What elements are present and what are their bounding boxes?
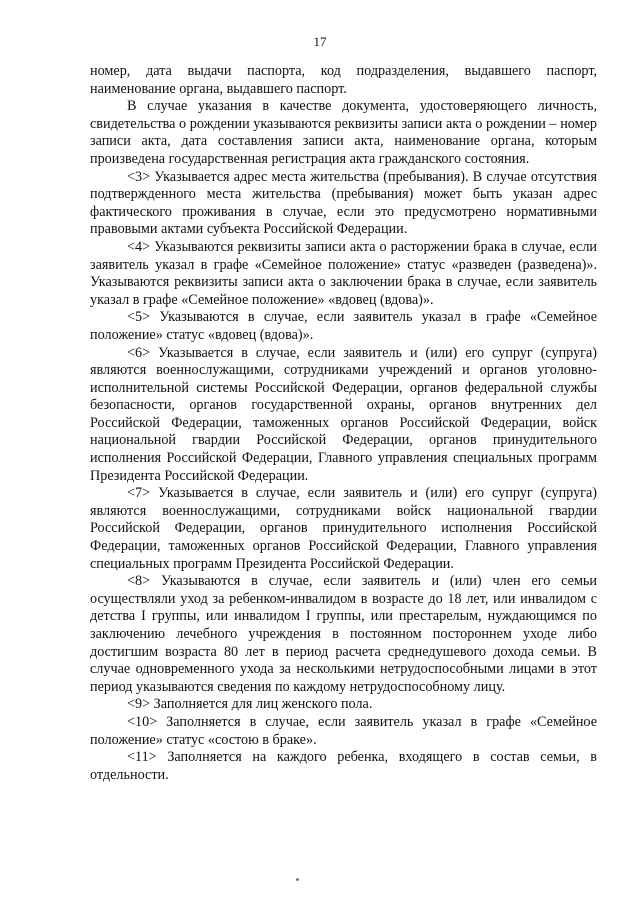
footnote-10: <10> Заполняется в случае, если заявитель указал в графе «Семейное положение» статус «состою в браке».	[90, 713, 597, 748]
footnote-6: <6> Указывается в случае, если заявитель и (или) его супруг (супруга) являются военнослужащими, сотрудниками учреждений и органов уголовно-исполнительной системы Российской Федерации, органов федеральной службы безопасности, органов государственной охраны, органов внутренних дел Российской Федерации, таможенных органов Российской Федерации, войск национальной гвардии Российской Федерации, органов принудительного исполнения Российской Федерации, Главного управления специальных программ Президента Российской Федерации.	[90, 344, 597, 484]
footnote-7: <7> Указывается в случае, если заявитель и (или) его супруг (супруга) являются военнослужащими, сотрудниками войск национальной гвардии Российской Федерации, органов принудительного исполнения Российской Федерации, таможенных органов Российской Федерации, Главного управления специальных программ Президента Российской Федерации.	[90, 485, 597, 572]
scan-speck	[296, 878, 299, 881]
footnote-9: <9> Заполняется для лиц женского пола.	[127, 696, 373, 713]
page-number: 17	[313, 34, 327, 49]
footnote-4: <4> Указываются реквизиты записи акта о расторжении брака в случае, если заявитель указал в графе «Семейное положение» статус «разведен (разведена)». Указываются реквизиты записи акта о заключении брака в случае, если заявитель указал в графе «Семейное положение» «вдовец (вдова)».	[90, 238, 597, 308]
footnote-5: <5> Указываются в случае, если заявитель указал в графе «Семейное положение» статус «вдовец (вдова)».	[90, 309, 597, 343]
footnote-11: <11> Заполняется на каждого ребенка, входящего в состав семьи, в отдельности.	[90, 749, 597, 783]
paragraph-birth-certificate: В случае указания в качестве документа, удостоверяющего личность, свидетельства о рождении указываются реквизиты записи акта о рождении – номер записи акта, дата составления записи акта, наименование органа, которым произведена государственная регистрация акта гражданского состояния.	[90, 98, 597, 167]
paragraph-passport-continuation: номер, дата выдачи паспорта, код подразделения, выдавшего паспорт, наименование органа, выдавшего паспорт.	[90, 63, 597, 97]
footnote-8: <8> Указываются в случае, если заявитель и (или) член его семьи осуществляли уход за ребенком-инвалидом в возрасте до 18 лет, или инвалидом с детства I группы, или инвалидом I группы, или престарелым, нуждающимся по заключению лечебного учреждения в постоянном постороннем уходе либо достигшим возраста 80 лет в период расчета среднедушевого дохода семьи. В случае одновременного ухода за несколькими нетрудоспособными лицами в этот период указываются сведения по каждому нетрудоспособному лицу.	[90, 573, 597, 695]
page-body	[90, 63, 597, 784]
footnote-3: <3> Указывается адрес места жительства (пребывания). В случае отсутствия подтвержденного места жительства (пребывания) может быть указан адрес фактического проживания в случае, если это предусмотрено нормативными правовыми актами субъекта Российской Федерации.	[90, 168, 597, 238]
